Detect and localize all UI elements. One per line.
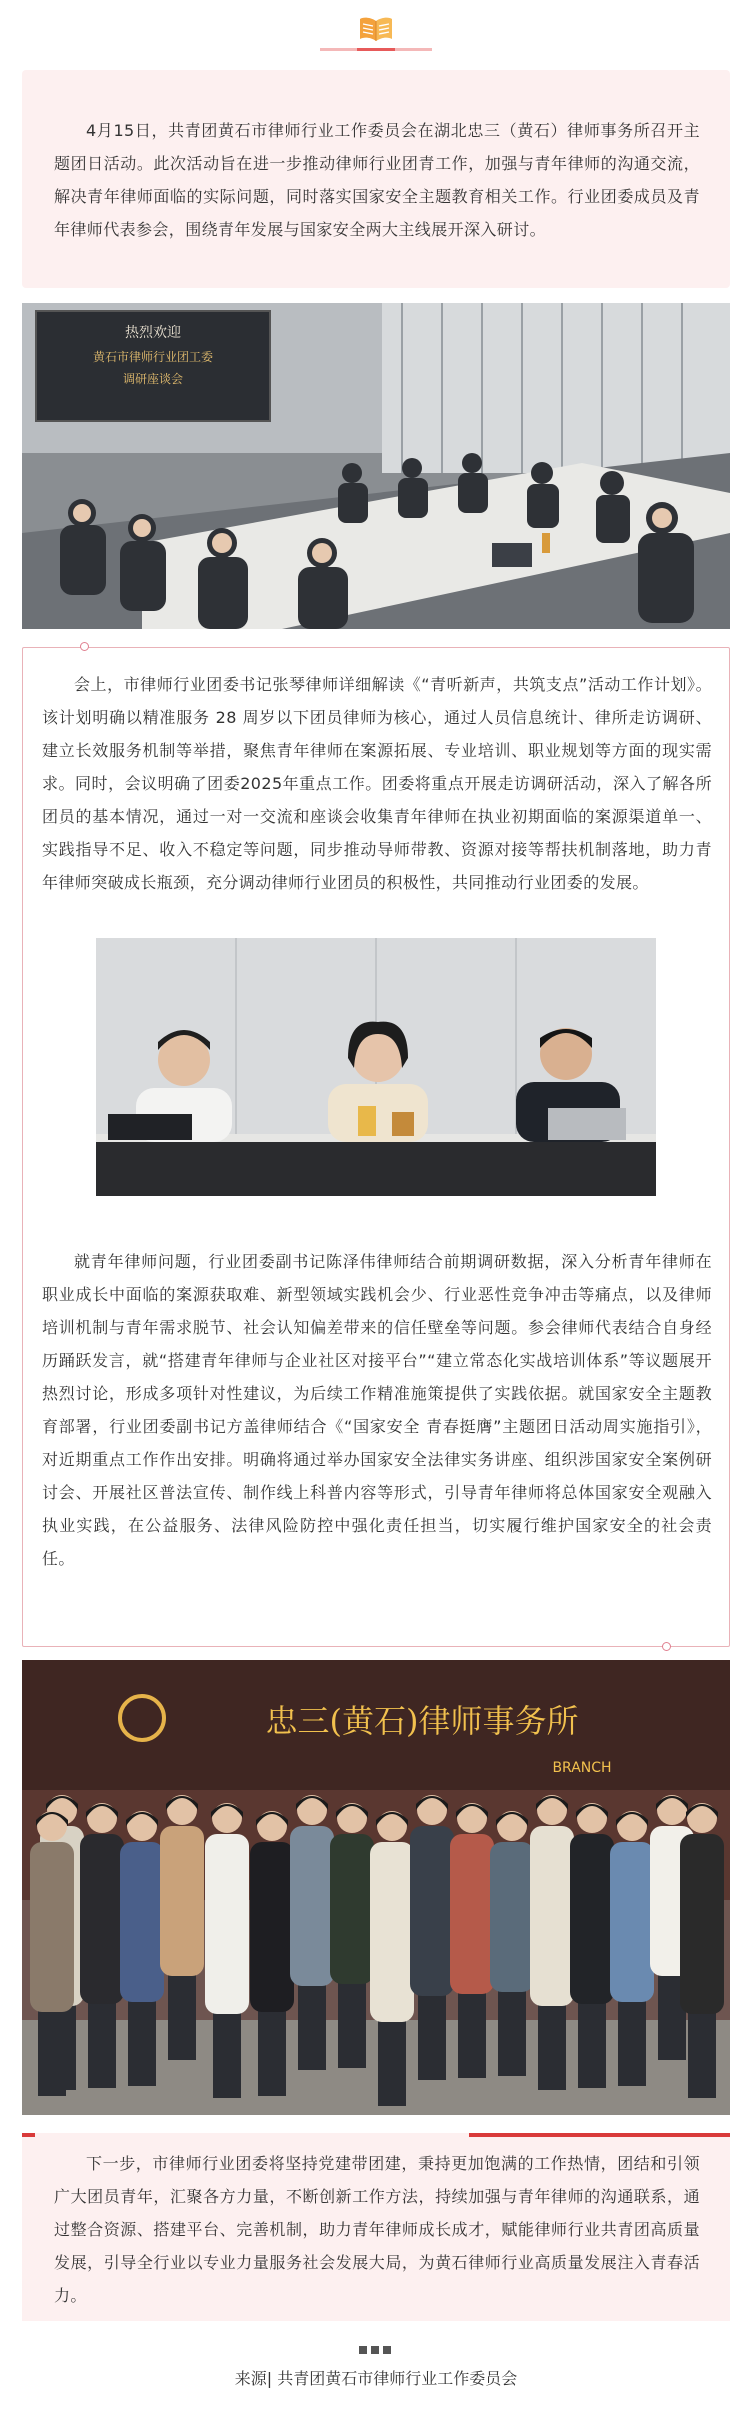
intro-card: [22, 70, 730, 288]
firm-sign-en-text: BRANCH: [552, 1760, 612, 1776]
meeting-room-photo: [22, 303, 730, 629]
frame-dot-top: [80, 642, 89, 651]
meeting-section: [42, 668, 712, 899]
group-photo: [22, 1660, 730, 2115]
closing-card: [22, 2133, 730, 2321]
work-plan-paragraph: 会上，市律师行业团委书记张琴律师详细解读《“青听新声，共筑支点”活动工作计划》。该计划明确以精准服务 28 周岁以下团员律师为核心，通过人员信息统计、律所走访调研、建立长效服务机制等举措，聚焦青年律师在案源拓展、专业培训、职业规划等方面的现实需求。同时，会议明确了团委2025年重点工作。团委将重点开展走访调研活动，深入了解各所团员的基本情况，通过一对一交流和座谈会收集青年律师在执业初期面临的案源渠道单一、实践指导不足、收入不稳定等问题，同步推动导师带教、资源对接等帮扶机制落地，助力青年律师突破成长瓶颈，充分调动律师行业团员的积极性，共同推动行业团委的发展。: [42, 675, 712, 892]
intro-paragraph: 4月15日，共青团黄石市律师行业工作委员会在湖北忠三（黄石）律师事务所召开主题团日活动。此次活动旨在进一步推动律师行业团青工作，加强与青年律师的沟通交流，解决青年律师面临的实际问题，同时落实国家安全主题教育相关工作。行业团委成员及青年律师代表参会，围绕青年发展与国家安全两大主线展开深入研讨。: [54, 121, 700, 239]
banner-line-2: 黄石市律师行业团工委: [92, 350, 214, 364]
closing-card-accent: [22, 2133, 730, 2137]
firm-sign-text: 忠三(黄石)律师事务所: [265, 1702, 579, 1740]
open-book-icon: [358, 14, 394, 44]
source-text: 来源| 共青团黄石市律师行业工作委员会: [234, 2369, 518, 2388]
banner-line-3: 调研座谈会: [122, 372, 184, 386]
discussion-paragraph: 就青年律师问题，行业团委副书记陈泽伟律师结合前期调研数据，深入分析青年律师在职业成长中面临的案源获取难、新型领域实践机会少、行业恶性竞争冲击等痛点，以及律师培训机制与青年需求脱节、社会认知偏差带来的信任壁垒等问题。参会律师代表结合自身经历踊跃发言，就“搭建青年律师与企业社区对接平台”“建立常态化实战培训体系”等议题展开热烈讨论，形成多项针对性建议，为后续工作精准施策提供了实践依据。就国家安全主题教育部署，行业团委副书记方盖律师结合《“国家安全 青春挺膺”主题团日活动周实施指引》，对近期重点工作作出安排。明确将通过举办国家安全法律实务讲座、组织涉国家安全案例研讨会、开展社区普法宣传、制作线上科普内容等形式，引导青年律师将总体国家安全观融入执业实践，在公益服务、法律风险防控中强化责任担当，切实履行维护国家安全的社会责任。: [42, 1252, 712, 1568]
banner-line-1: 热烈欢迎: [125, 325, 181, 341]
speakers-photo: [96, 938, 656, 1196]
header-divider: [320, 48, 432, 51]
source-dots-icon: [359, 2346, 391, 2354]
next-steps-paragraph: 下一步，市律师行业团委将坚持党建带团建，秉持更加饱满的工作热情，团结和引领广大团员青年，汇聚各方力量，不断创新工作方法，持续加强与青年律师的沟通联系，通过整合资源、搭建平台、完善机制，助力青年律师成长成才，赋能律师行业共青团高质量发展，引导全行业以专业力量服务社会发展大局，为黄石律师行业高质量发展注入青春活力。: [54, 2154, 700, 2305]
discussion-section: [42, 1245, 712, 1575]
frame-dot-bottom: [662, 1642, 671, 1651]
